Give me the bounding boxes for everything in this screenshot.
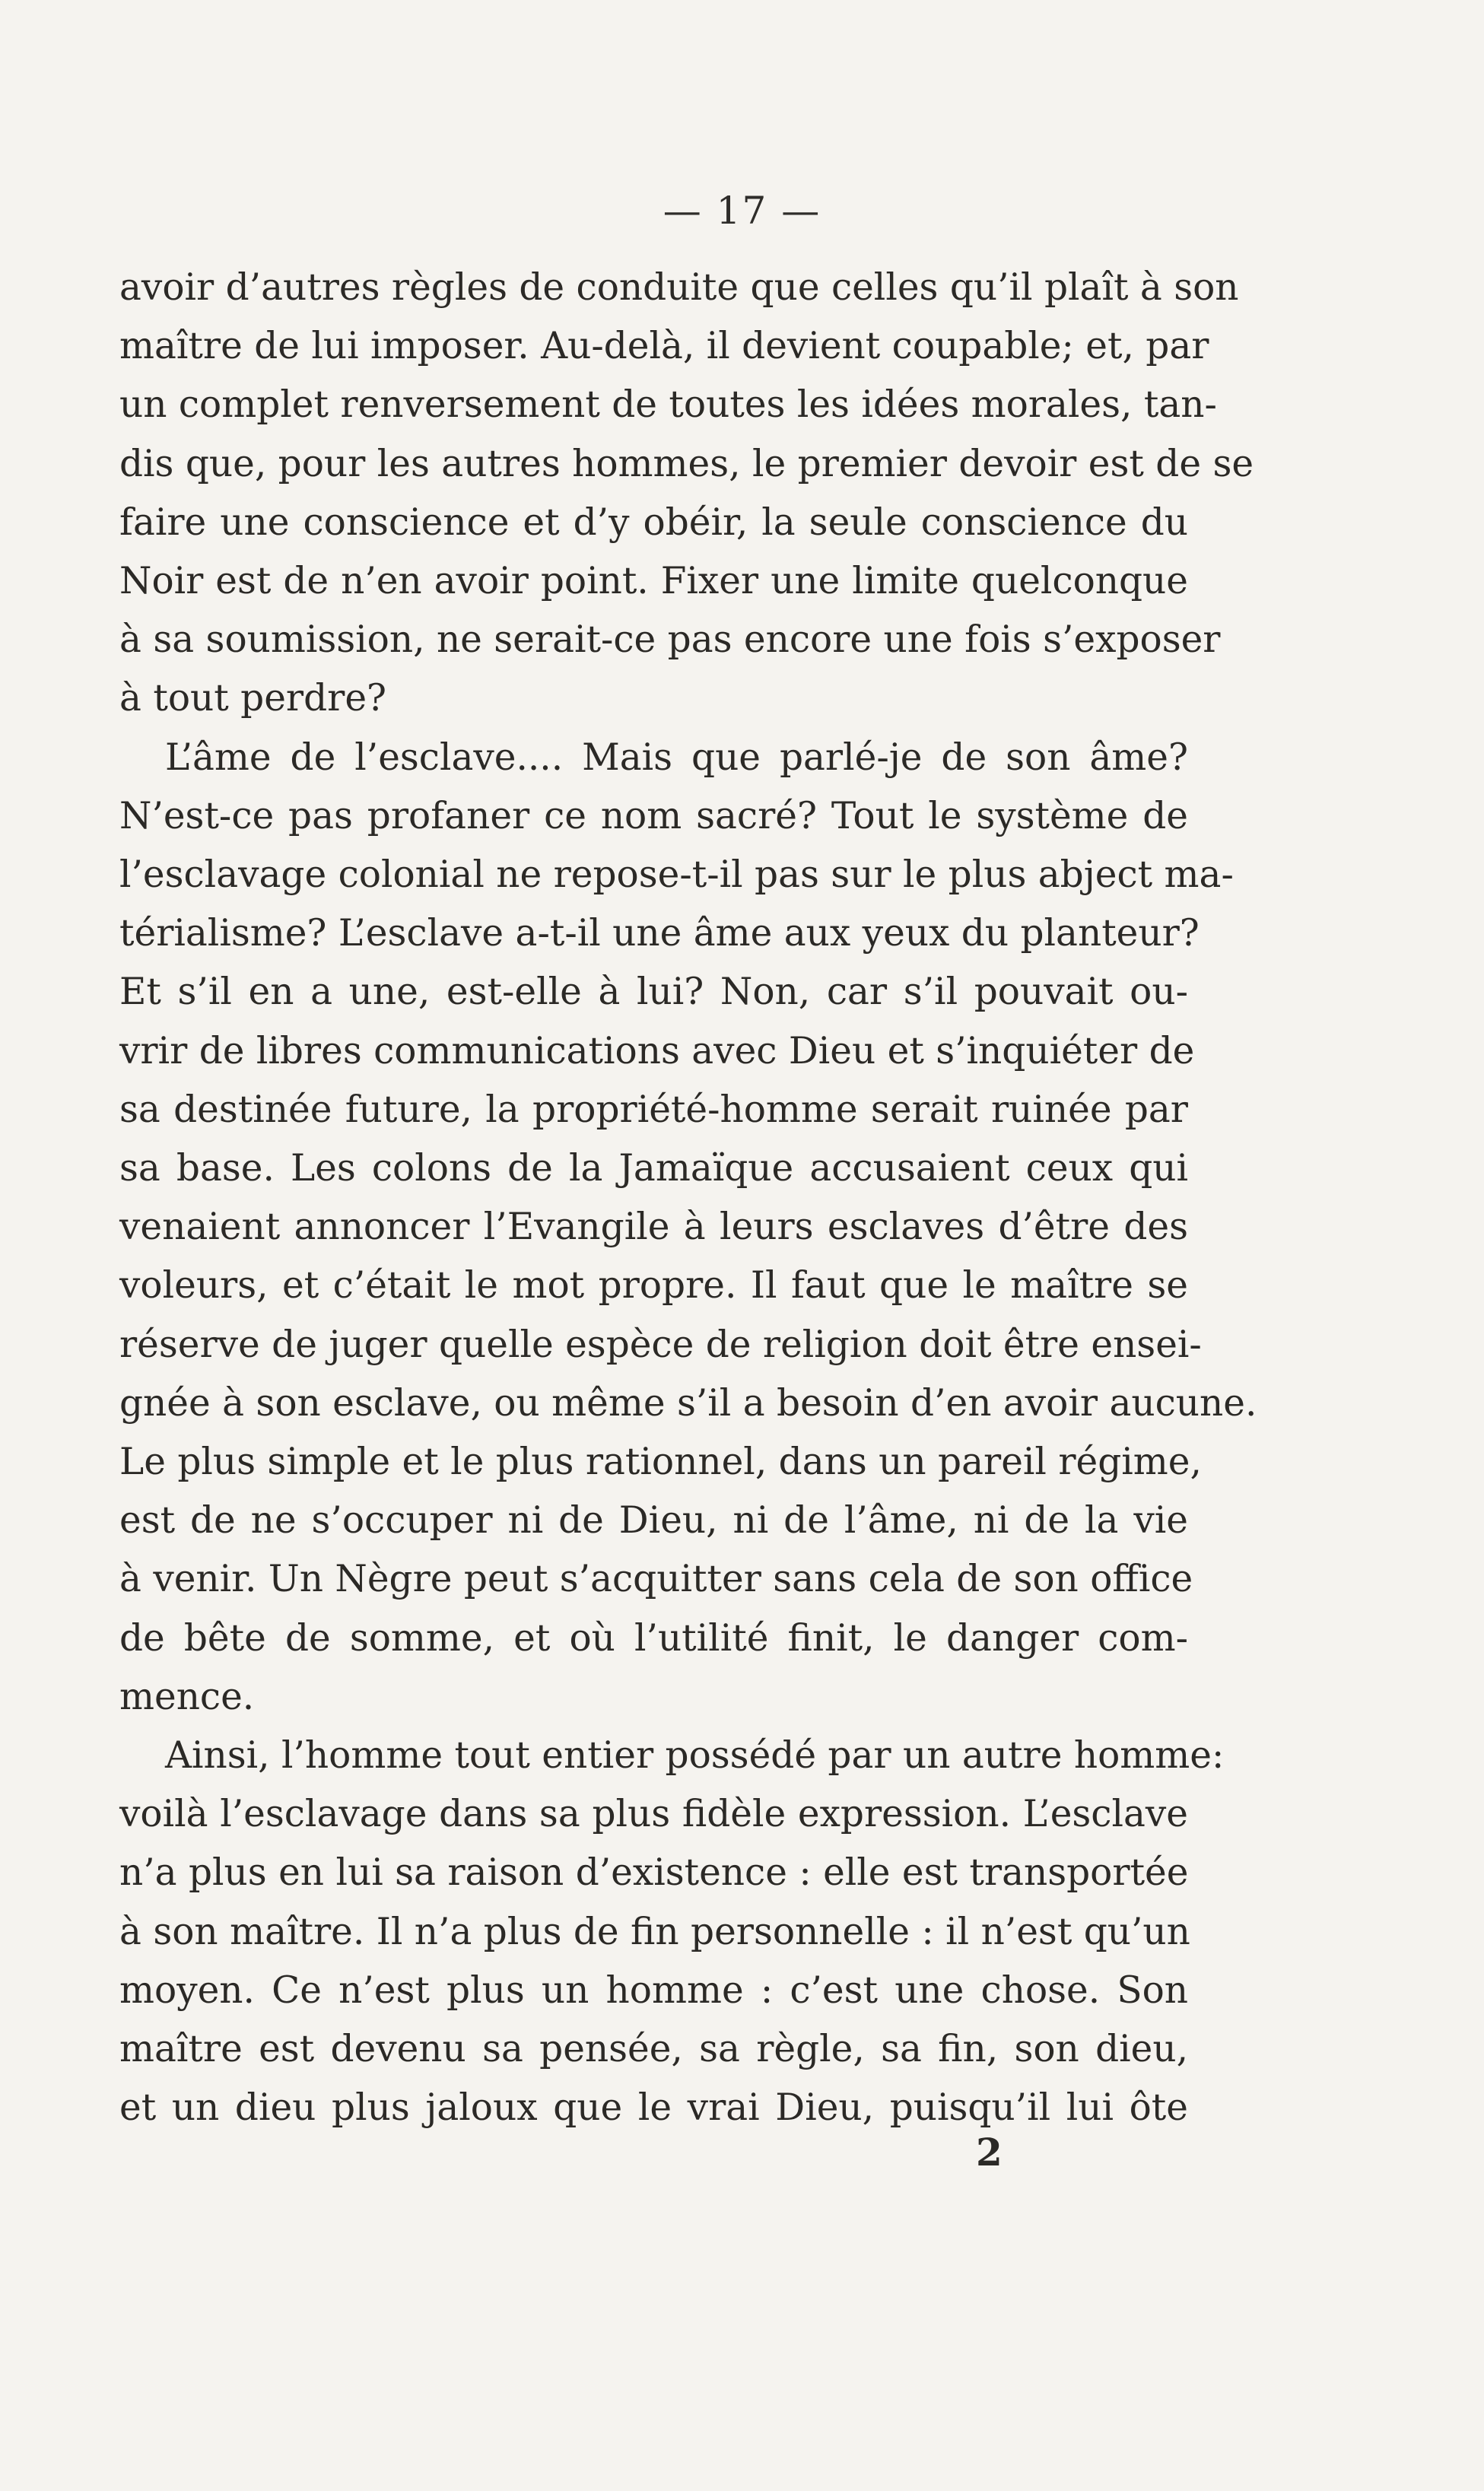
text-line: maître est devenu sa pensée, sa règle, sa fin, son dieu,: [119, 2028, 1188, 2071]
text-line: Ainsi, l’homme tout entier possédé par un autre homme:: [165, 1734, 1225, 1778]
text-line: est de ne s’occuper ni de Dieu, ni de l’âme, ni de la vie: [119, 1499, 1188, 1543]
text-line: voleurs, et c’était le mot propre. Il faut que le maître se: [119, 1264, 1188, 1307]
paragraph-2: [119, 729, 1257, 1727]
text-line: Et s’il en a une, est-elle à lui? Non, car s’il pouvait ou-: [119, 971, 1188, 1014]
text-line: sa base. Les colons de la Jamaïque accusaient ceux qui: [119, 1147, 1188, 1190]
paragraph-1: [119, 259, 1254, 729]
text-line: Noir est de n’en avoir point. Fixer une limite quelconque: [119, 560, 1188, 603]
text-line: vrir de libres communications avec Dieu et s’inquiéter de: [119, 1029, 1195, 1072]
text-line: réserve de juger quelle espèce de religion doit être ensei-: [119, 1323, 1202, 1366]
page-number: — 17 —: [663, 189, 821, 233]
text-line: mence.: [119, 1675, 255, 1718]
text-line: et un dieu plus jaloux que le vrai Dieu, puisqu’il lui ôte: [119, 2086, 1188, 2130]
text-line: L’âme de l’esclave.... Mais que parlé-je de son âme?: [165, 736, 1188, 779]
text-line: Le plus simple et le plus rationnel, dans un pareil régime,: [119, 1441, 1202, 1484]
text-line: moyen. Ce n’est plus un homme : c’est une chose. Son: [119, 1968, 1188, 2012]
body-text: [119, 259, 1257, 2138]
text-line: à son maître. Il n’a plus de fin personnelle : il n’est qu’un: [119, 1910, 1190, 1953]
text-line: sa destinée future, la propriété-homme serait ruinée par: [119, 1088, 1188, 1131]
text-line: à venir. Un Nègre peut s’acquitter sans cela de son office: [119, 1558, 1193, 1601]
text-line: n’a plus en lui sa raison d’existence : elle est transportée: [119, 1851, 1189, 1895]
text-line: à sa soumission, ne serait-ce pas encore une fois s’exposer: [119, 618, 1221, 662]
text-line: à tout perdre?: [119, 677, 387, 720]
text-line: dis que, pour les autres hommes, le premier devoir est de se: [119, 442, 1254, 485]
text-line: un complet renversement de toutes les idées morales, tan-: [119, 383, 1217, 427]
text-line: N’est-ce pas profaner ce nom sacré? Tout le système de: [119, 794, 1188, 837]
text-line: venaient annoncer l’Evangile à leurs esclaves d’être des: [119, 1206, 1188, 1249]
text-line: gnée à son esclave, ou même s’il a besoin d’en avoir aucune.: [119, 1381, 1257, 1425]
text-line: l’esclavage colonial ne repose-t-il pas sur le plus abject ma-: [119, 853, 1234, 897]
text-line: maître de lui imposer. Au-delà, il devient coupable; et, par: [119, 325, 1209, 368]
text-line: voilà l’esclavage dans sa plus fidèle expression. L’esclave: [119, 1793, 1188, 1836]
text-line: térialisme? L’esclave a-t-il une âme aux yeux du planteur?: [119, 912, 1200, 955]
text-line: faire une conscience et d’y obéir, la seule conscience du: [119, 500, 1188, 544]
text-line: avoir d’autres règles de conduite que celles qu’il plaît à son: [119, 266, 1239, 309]
signature-mark: 2: [976, 2130, 1003, 2175]
paragraph-3: [119, 1727, 1225, 2137]
text-line: de bête de somme, et où l’utilité finit, le danger com-: [119, 1616, 1188, 1660]
